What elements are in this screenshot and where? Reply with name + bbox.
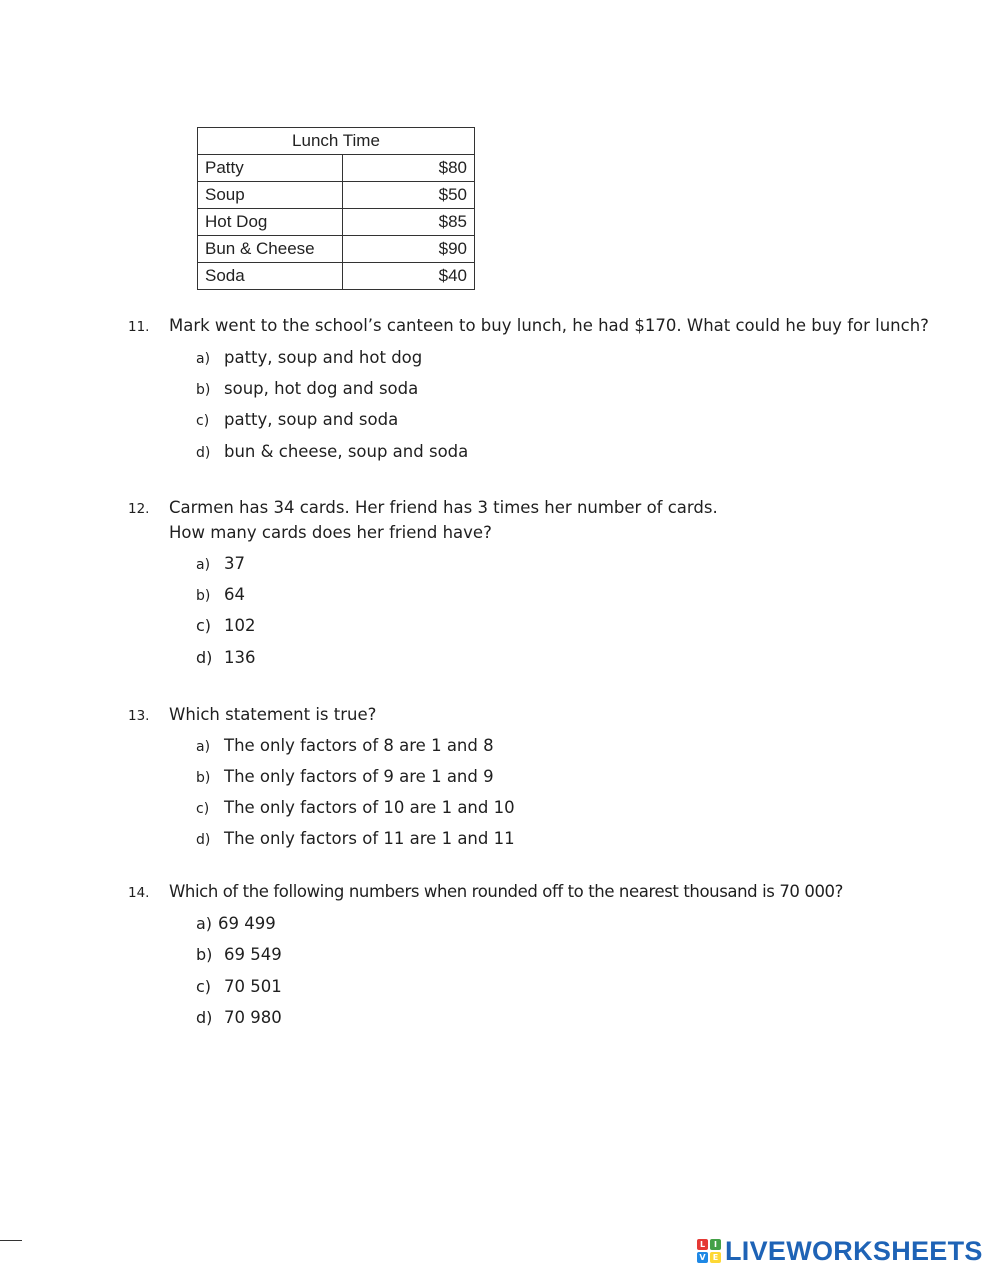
option-letter: a) xyxy=(196,351,211,367)
question-number: 14. xyxy=(128,885,150,901)
answer-option[interactable] xyxy=(196,648,256,667)
lunch-menu-table xyxy=(197,127,475,290)
table-row xyxy=(198,263,475,290)
option-letter: a) xyxy=(196,739,211,755)
option-letter: d) xyxy=(196,832,211,848)
question-number: 13. xyxy=(128,708,150,724)
menu-price: $40 xyxy=(343,263,475,290)
option-text: 70 980 xyxy=(224,1008,282,1027)
footer-divider xyxy=(0,1240,22,1241)
menu-item: Patty xyxy=(198,155,343,182)
question-number: 11. xyxy=(128,319,150,335)
logo-mark-tile: I xyxy=(710,1239,721,1250)
menu-item: Soup xyxy=(198,182,343,209)
menu-item: Bun & Cheese xyxy=(198,236,343,263)
option-letter: d) xyxy=(196,648,213,667)
option-text: The only factors of 11 are 1 and 11 xyxy=(224,829,515,848)
answer-option[interactable] xyxy=(196,585,245,604)
option-text: 136 xyxy=(224,648,256,667)
question-text: Mark went to the school’s canteen to buy lunch, he had $170. What could he buy for lunch? xyxy=(169,316,929,335)
question-text: Carmen has 34 cards. Her friend has 3 times her number of cards. xyxy=(169,498,718,517)
answer-option[interactable] xyxy=(196,829,515,848)
option-letter: c) xyxy=(196,616,212,635)
logo-mark-tile: E xyxy=(710,1252,721,1263)
option-letter: b) xyxy=(196,770,211,786)
option-letter: a) xyxy=(196,557,211,573)
answer-option[interactable] xyxy=(196,348,422,367)
logo-text: LIVEWORKSHEETS xyxy=(725,1235,983,1266)
option-letter: c) xyxy=(196,801,210,817)
answer-option[interactable] xyxy=(196,914,276,933)
logo-mark-icon xyxy=(697,1239,721,1263)
answer-option[interactable] xyxy=(196,945,282,964)
question-text-line-2: How many cards does her friend have? xyxy=(169,523,492,542)
menu-price: $85 xyxy=(343,209,475,236)
table-row xyxy=(198,209,475,236)
answer-option[interactable] xyxy=(196,1008,282,1027)
answer-option[interactable] xyxy=(196,798,515,817)
answer-option[interactable] xyxy=(196,767,494,786)
option-text: 70 501 xyxy=(224,977,282,996)
option-letter: b) xyxy=(196,588,211,604)
option-text: 69 499 xyxy=(218,914,276,933)
option-text: patty, soup and soda xyxy=(224,410,399,429)
menu-item: Soda xyxy=(198,263,343,290)
answer-option[interactable] xyxy=(196,554,245,573)
option-letter: d) xyxy=(196,445,211,461)
table-row xyxy=(198,236,475,263)
menu-price: $90 xyxy=(343,236,475,263)
answer-option[interactable] xyxy=(196,379,418,398)
table-row xyxy=(198,155,475,182)
option-text: The only factors of 9 are 1 and 9 xyxy=(224,767,494,786)
table-row xyxy=(198,182,475,209)
menu-title: Lunch Time xyxy=(198,128,475,155)
menu-price: $80 xyxy=(343,155,475,182)
option-text: The only factors of 10 are 1 and 10 xyxy=(224,798,515,817)
answer-option[interactable] xyxy=(196,616,256,635)
menu-item: Hot Dog xyxy=(198,209,343,236)
option-text: 102 xyxy=(224,616,256,635)
option-text: 64 xyxy=(224,585,245,604)
logo-mark-tile: L xyxy=(697,1239,708,1250)
answer-option[interactable] xyxy=(196,410,398,429)
menu-price: $50 xyxy=(343,182,475,209)
question-number: 12. xyxy=(128,501,150,517)
option-text: 69 549 xyxy=(224,945,282,964)
option-text: patty, soup and hot dog xyxy=(224,348,423,367)
option-text: soup, hot dog and soda xyxy=(224,379,419,398)
option-letter: b) xyxy=(196,382,211,398)
liveworksheets-logo[interactable] xyxy=(697,1237,983,1265)
answer-option[interactable] xyxy=(196,442,468,461)
option-letter: d) xyxy=(196,1008,213,1027)
option-text: bun & cheese, soup and soda xyxy=(224,442,469,461)
option-letter: b) xyxy=(196,945,213,964)
option-letter: c) xyxy=(196,977,212,996)
answer-option[interactable] xyxy=(196,736,494,755)
option-letter: c) xyxy=(196,413,210,429)
logo-mark-tile: V xyxy=(697,1252,708,1263)
question-text: Which statement is true? xyxy=(169,705,377,724)
answer-option[interactable] xyxy=(196,977,282,996)
question-text: Which of the following numbers when rounded off to the nearest thousand is 70 000? xyxy=(169,882,844,901)
option-text: 37 xyxy=(224,554,245,573)
option-text: The only factors of 8 are 1 and 8 xyxy=(224,736,494,755)
option-letter: a) xyxy=(196,914,213,933)
